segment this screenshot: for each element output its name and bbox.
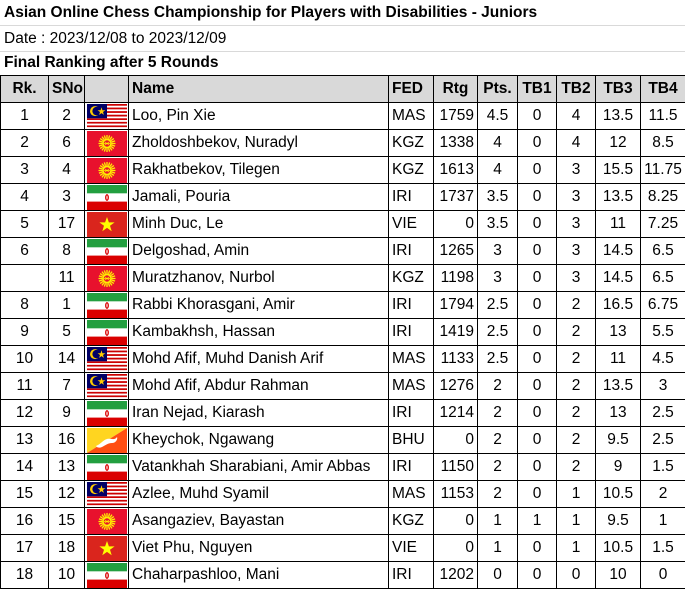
rank-cell: 9 <box>1 319 49 346</box>
tb4-cell: 11.75 <box>641 157 685 184</box>
rank-cell: 12 <box>1 400 49 427</box>
tb4-cell: 2.5 <box>641 427 685 454</box>
start-number-cell: 10 <box>49 562 85 589</box>
col-header-flag <box>85 76 129 103</box>
tb2-cell: 3 <box>557 265 596 292</box>
tb1-cell: 0 <box>518 103 557 130</box>
col-header-name: Name <box>129 76 389 103</box>
start-number-cell: 17 <box>49 211 85 238</box>
start-number-cell: 12 <box>49 481 85 508</box>
tb2-cell: 1 <box>557 535 596 562</box>
tb3-cell: 10 <box>596 562 641 589</box>
table-row <box>1 535 685 562</box>
table-row <box>1 562 685 589</box>
tb1-cell: 0 <box>518 157 557 184</box>
tb1-cell: 0 <box>518 562 557 589</box>
federation-cell: IRI <box>389 238 434 265</box>
col-header-tb3: TB3 <box>596 76 641 103</box>
tb4-cell: 6.5 <box>641 265 685 292</box>
start-number-cell: 9 <box>49 400 85 427</box>
tb1-cell: 0 <box>518 454 557 481</box>
flag-cell <box>85 103 129 130</box>
points-cell: 1 <box>478 508 518 535</box>
start-number-cell: 18 <box>49 535 85 562</box>
federation-cell: KGZ <box>389 130 434 157</box>
rank-cell <box>1 265 49 292</box>
flag-iri-icon <box>87 293 127 318</box>
flag-iri-icon <box>87 239 127 264</box>
points-cell: 4 <box>478 130 518 157</box>
rank-cell: 5 <box>1 211 49 238</box>
tb3-cell: 13 <box>596 400 641 427</box>
tb2-cell: 2 <box>557 292 596 319</box>
points-cell: 3 <box>478 265 518 292</box>
flag-cell <box>85 211 129 238</box>
tb4-cell: 8.25 <box>641 184 685 211</box>
tb2-cell: 1 <box>557 481 596 508</box>
tb3-cell: 16.5 <box>596 292 641 319</box>
player-name-cell: Rakhatbekov, Tilegen <box>129 157 389 184</box>
points-cell: 3.5 <box>478 211 518 238</box>
tb3-cell: 11 <box>596 211 641 238</box>
tb1-cell: 0 <box>518 130 557 157</box>
tb2-cell: 3 <box>557 238 596 265</box>
table-row <box>1 319 685 346</box>
rank-cell: 8 <box>1 292 49 319</box>
tb4-cell: 5.5 <box>641 319 685 346</box>
date-line: Date : 2023/12/08 to 2023/12/09 <box>0 26 685 52</box>
flag-kgz-icon <box>87 131 127 156</box>
table-row <box>1 103 685 130</box>
rating-cell: 1153 <box>434 481 478 508</box>
table-row <box>1 184 685 211</box>
rating-cell: 1419 <box>434 319 478 346</box>
tb2-cell: 2 <box>557 373 596 400</box>
flag-kgz-icon <box>87 158 127 183</box>
federation-cell: KGZ <box>389 508 434 535</box>
points-cell: 3.5 <box>478 184 518 211</box>
federation-cell: MAS <box>389 346 434 373</box>
table-row <box>1 157 685 184</box>
rank-cell: 15 <box>1 481 49 508</box>
points-cell: 0 <box>478 562 518 589</box>
federation-cell: IRI <box>389 454 434 481</box>
rating-cell: 0 <box>434 535 478 562</box>
col-header-rtg: Rtg <box>434 76 478 103</box>
tb2-cell: 2 <box>557 346 596 373</box>
rating-cell: 1214 <box>434 400 478 427</box>
player-name-cell: Zholdoshbekov, Nuradyl <box>129 130 389 157</box>
tb4-cell: 7.25 <box>641 211 685 238</box>
start-number-cell: 11 <box>49 265 85 292</box>
tb2-cell: 4 <box>557 130 596 157</box>
flag-cell <box>85 319 129 346</box>
flag-cell <box>85 454 129 481</box>
points-cell: 1 <box>478 535 518 562</box>
flag-cell <box>85 481 129 508</box>
tb1-cell: 0 <box>518 292 557 319</box>
tb1-cell: 0 <box>518 481 557 508</box>
flag-cell <box>85 292 129 319</box>
rating-cell: 1276 <box>434 373 478 400</box>
player-name-cell: Loo, Pin Xie <box>129 103 389 130</box>
table-row <box>1 454 685 481</box>
tb1-cell: 0 <box>518 400 557 427</box>
tb3-cell: 9.5 <box>596 508 641 535</box>
start-number-cell: 16 <box>49 427 85 454</box>
rank-cell: 4 <box>1 184 49 211</box>
tb1-cell: 0 <box>518 211 557 238</box>
ranking-subtitle: Final Ranking after 5 Rounds <box>4 54 219 71</box>
tb1-cell: 0 <box>518 184 557 211</box>
flag-bhu-icon <box>87 428 127 453</box>
flag-iri-icon <box>87 563 127 588</box>
tb4-cell: 3 <box>641 373 685 400</box>
table-row <box>1 481 685 508</box>
rating-cell: 1133 <box>434 346 478 373</box>
federation-cell: KGZ <box>389 265 434 292</box>
tb1-cell: 0 <box>518 427 557 454</box>
rating-cell: 1265 <box>434 238 478 265</box>
tb3-cell: 14.5 <box>596 265 641 292</box>
federation-cell: MAS <box>389 373 434 400</box>
federation-cell: IRI <box>389 292 434 319</box>
col-header-tb2: TB2 <box>557 76 596 103</box>
flag-iri-icon <box>87 401 127 426</box>
rating-cell: 1737 <box>434 184 478 211</box>
points-cell: 2 <box>478 400 518 427</box>
ranking-rows <box>1 103 685 589</box>
table-row <box>1 238 685 265</box>
points-cell: 2 <box>478 454 518 481</box>
flag-mas-icon <box>87 482 127 507</box>
tb2-cell: 3 <box>557 211 596 238</box>
start-number-cell: 3 <box>49 184 85 211</box>
tb3-cell: 15.5 <box>596 157 641 184</box>
player-name-cell: Jamali, Pouria <box>129 184 389 211</box>
rank-cell: 11 <box>1 373 49 400</box>
player-name-cell: Rabbi Khorasgani, Amir <box>129 292 389 319</box>
tb3-cell: 14.5 <box>596 238 641 265</box>
points-cell: 4.5 <box>478 103 518 130</box>
rating-cell: 0 <box>434 508 478 535</box>
ranking-table <box>0 75 685 589</box>
player-name-cell: Kheychok, Ngawang <box>129 427 389 454</box>
tb1-cell: 0 <box>518 373 557 400</box>
flag-cell <box>85 184 129 211</box>
points-cell: 3 <box>478 238 518 265</box>
flag-kgz-icon <box>87 266 127 291</box>
start-number-cell: 8 <box>49 238 85 265</box>
rating-cell: 1794 <box>434 292 478 319</box>
col-header-tb4: TB4 <box>641 76 685 103</box>
tb1-cell: 1 <box>518 508 557 535</box>
tb3-cell: 10.5 <box>596 535 641 562</box>
player-name-cell: Mohd Afif, Abdur Rahman <box>129 373 389 400</box>
tb2-cell: 3 <box>557 157 596 184</box>
player-name-cell: Muratzhanov, Nurbol <box>129 265 389 292</box>
rank-cell: 18 <box>1 562 49 589</box>
tb4-cell: 0 <box>641 562 685 589</box>
tb4-cell: 1 <box>641 508 685 535</box>
flag-cell <box>85 265 129 292</box>
rank-cell: 10 <box>1 346 49 373</box>
tb4-cell: 6.5 <box>641 238 685 265</box>
header-row <box>1 76 685 103</box>
tb4-cell: 2.5 <box>641 400 685 427</box>
rating-cell: 1613 <box>434 157 478 184</box>
player-name-cell: Mohd Afif, Muhd Danish Arif <box>129 346 389 373</box>
col-header-fed: FED <box>389 76 434 103</box>
player-name-cell: Kambakhsh, Hassan <box>129 319 389 346</box>
start-number-cell: 2 <box>49 103 85 130</box>
federation-cell: VIE <box>389 211 434 238</box>
start-number-cell: 15 <box>49 508 85 535</box>
start-number-cell: 1 <box>49 292 85 319</box>
tb2-cell: 1 <box>557 508 596 535</box>
rank-cell: 1 <box>1 103 49 130</box>
flag-cell <box>85 535 129 562</box>
page-title: Asian Online Chess Championship for Players with Disabilities - Juniors <box>0 0 685 26</box>
player-name-cell: Iran Nejad, Kiarash <box>129 400 389 427</box>
start-number-cell: 13 <box>49 454 85 481</box>
tb3-cell: 11 <box>596 346 641 373</box>
player-name-cell: Vatankhah Sharabiani, Amir Abbas <box>129 454 389 481</box>
start-number-cell: 5 <box>49 319 85 346</box>
tb2-cell: 2 <box>557 400 596 427</box>
rank-cell: 17 <box>1 535 49 562</box>
player-name-cell: Azlee, Muhd Syamil <box>129 481 389 508</box>
table-row <box>1 130 685 157</box>
flag-cell <box>85 508 129 535</box>
tb3-cell: 13.5 <box>596 184 641 211</box>
tb4-cell: 4.5 <box>641 346 685 373</box>
tb2-cell: 2 <box>557 319 596 346</box>
tb1-cell: 0 <box>518 346 557 373</box>
points-cell: 2 <box>478 427 518 454</box>
tb1-cell: 0 <box>518 319 557 346</box>
flag-cell <box>85 157 129 184</box>
federation-cell: IRI <box>389 562 434 589</box>
federation-cell: MAS <box>389 103 434 130</box>
tb3-cell: 13.5 <box>596 103 641 130</box>
player-name-cell: Viet Phu, Nguyen <box>129 535 389 562</box>
flag-iri-icon <box>87 185 127 210</box>
tb3-cell: 12 <box>596 130 641 157</box>
start-number-cell: 14 <box>49 346 85 373</box>
player-name-cell: Chaharpashloo, Mani <box>129 562 389 589</box>
flag-kgz-icon <box>87 509 127 534</box>
tb3-cell: 10.5 <box>596 481 641 508</box>
flag-cell <box>85 562 129 589</box>
tb2-cell: 0 <box>557 562 596 589</box>
federation-cell: IRI <box>389 184 434 211</box>
rating-cell: 0 <box>434 427 478 454</box>
points-cell: 2 <box>478 481 518 508</box>
rank-cell: 6 <box>1 238 49 265</box>
points-cell: 2.5 <box>478 292 518 319</box>
flag-vie-icon <box>87 536 127 561</box>
rating-cell: 1202 <box>434 562 478 589</box>
rating-cell: 0 <box>434 211 478 238</box>
tb4-cell: 11.5 <box>641 103 685 130</box>
table-row <box>1 373 685 400</box>
federation-cell: IRI <box>389 400 434 427</box>
federation-cell: MAS <box>389 481 434 508</box>
points-cell: 2.5 <box>478 319 518 346</box>
tb1-cell: 0 <box>518 265 557 292</box>
flag-mas-icon <box>87 347 127 372</box>
tb4-cell: 1.5 <box>641 535 685 562</box>
rating-cell: 1150 <box>434 454 478 481</box>
tb1-cell: 0 <box>518 238 557 265</box>
federation-cell: KGZ <box>389 157 434 184</box>
tb4-cell: 2 <box>641 481 685 508</box>
flag-cell <box>85 427 129 454</box>
tb3-cell: 13 <box>596 319 641 346</box>
table-row <box>1 211 685 238</box>
federation-cell: VIE <box>389 535 434 562</box>
federation-cell: BHU <box>389 427 434 454</box>
player-name-cell: Minh Duc, Le <box>129 211 389 238</box>
tb4-cell: 1.5 <box>641 454 685 481</box>
flag-cell <box>85 238 129 265</box>
rating-cell: 1198 <box>434 265 478 292</box>
tb2-cell: 2 <box>557 427 596 454</box>
table-row <box>1 508 685 535</box>
rating-cell: 1759 <box>434 103 478 130</box>
col-header-rank: Rk. <box>1 76 49 103</box>
flag-cell <box>85 130 129 157</box>
rank-cell: 2 <box>1 130 49 157</box>
start-number-cell: 4 <box>49 157 85 184</box>
start-number-cell: 7 <box>49 373 85 400</box>
tb4-cell: 6.75 <box>641 292 685 319</box>
rank-cell: 14 <box>1 454 49 481</box>
table-row <box>1 346 685 373</box>
tb2-cell: 3 <box>557 184 596 211</box>
flag-vie-icon <box>87 212 127 237</box>
player-name-cell: Asangaziev, Bayastan <box>129 508 389 535</box>
flag-cell <box>85 373 129 400</box>
start-number-cell: 6 <box>49 130 85 157</box>
points-cell: 2.5 <box>478 346 518 373</box>
tb2-cell: 2 <box>557 454 596 481</box>
flag-cell <box>85 346 129 373</box>
tb3-cell: 13.5 <box>596 373 641 400</box>
tb1-cell: 0 <box>518 535 557 562</box>
col-header-tb1: TB1 <box>518 76 557 103</box>
flag-mas-icon <box>87 104 127 129</box>
tb2-cell: 4 <box>557 103 596 130</box>
player-name-cell: Delgoshad, Amin <box>129 238 389 265</box>
table-row <box>1 265 685 292</box>
rank-cell: 13 <box>1 427 49 454</box>
col-header-sno: SNo <box>49 76 85 103</box>
table-row <box>1 292 685 319</box>
tb3-cell: 9.5 <box>596 427 641 454</box>
tb3-cell: 9 <box>596 454 641 481</box>
rank-cell: 3 <box>1 157 49 184</box>
federation-cell: IRI <box>389 319 434 346</box>
flag-iri-icon <box>87 455 127 480</box>
rating-cell: 1338 <box>434 130 478 157</box>
points-cell: 4 <box>478 157 518 184</box>
tb4-cell: 8.5 <box>641 130 685 157</box>
flag-cell <box>85 400 129 427</box>
rank-cell: 16 <box>1 508 49 535</box>
points-cell: 2 <box>478 373 518 400</box>
table-row <box>1 427 685 454</box>
flag-iri-icon <box>87 320 127 345</box>
table-row <box>1 400 685 427</box>
flag-mas-icon <box>87 374 127 399</box>
col-header-pts: Pts. <box>478 76 518 103</box>
